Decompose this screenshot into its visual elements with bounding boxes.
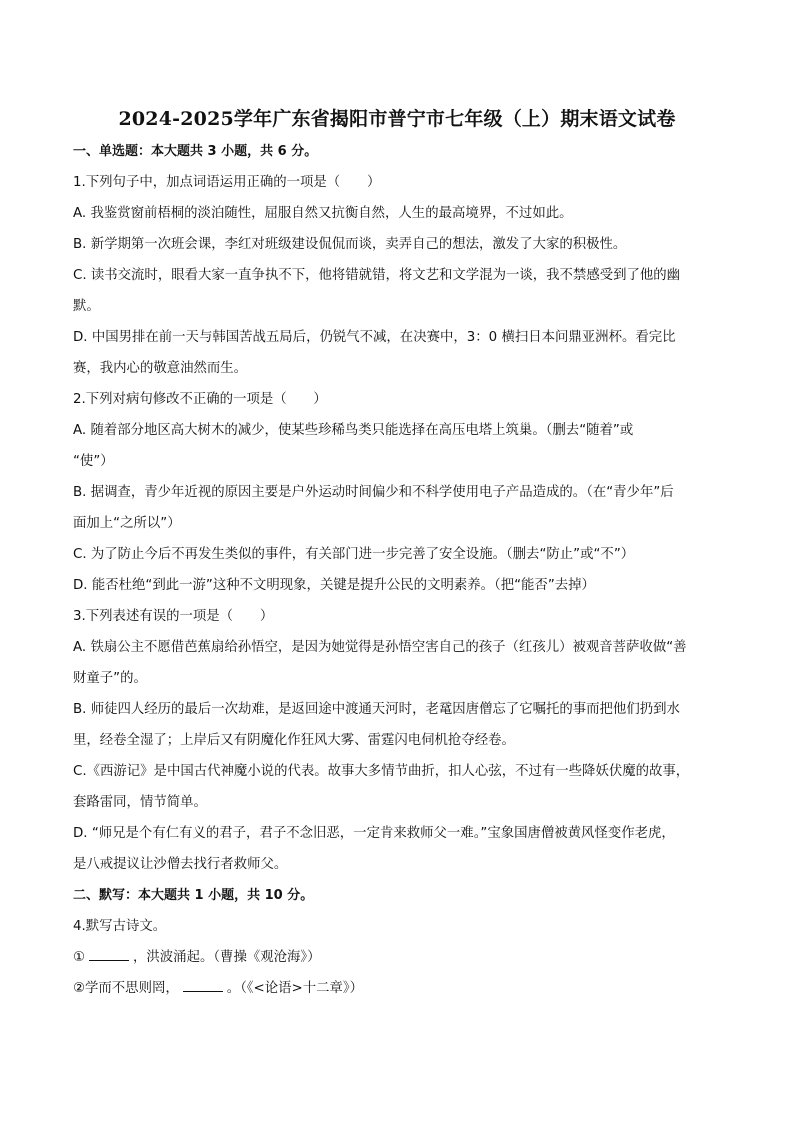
question-2-option-b-cont: 面加上“之所以”） [73, 516, 181, 531]
section-heading-single-choice: 一、单选题：本大题共 3 小题，共 6 分。 [73, 144, 318, 159]
question-3-option-a: A. 铁扇公主不愿借芭蕉扇给孙悟空，是因为她觉得是孙悟空害自己的孩子（红孩儿）被观音菩萨收做“善 [73, 640, 687, 655]
section-heading-dictation: 二、默写：本大题共 1 小题，共 10 分。 [73, 888, 314, 903]
question-3-option-b: B. 师徒四人经历的最后一次劫难，是返回途中渡通天河时，老鼋因唐僧忘了它嘱托的事而把他们扔到水 [73, 702, 680, 717]
item-2-suffix: 。（《<论语>十二章》） [226, 981, 363, 996]
question-2-option-d: D. 能否杜绝“到此一游”这种不文明现象，关键是提升公民的文明素养。（把“能否”去掉） [73, 578, 595, 593]
question-1-option-c: C. 读书交流时，眼看大家一直争执不下，他将错就错，将文艺和文学混为一谈，我不禁感受到了他的幽 [73, 268, 681, 283]
question-4-item-2 [73, 973, 723, 1004]
question-1-option-b: B. 新学期第一次班会课，李红对班级建设侃侃而谈，卖弄自己的想法，激发了大家的积极性。 [73, 237, 627, 252]
question-2-option-a-cont: “使”） [73, 454, 114, 469]
question-3-option-b-cont: 里，经卷全湿了；上岸后又有阴魔化作狂风大雾、雷霆闪电伺机抢夺经卷。 [73, 733, 515, 748]
question-1-option-d-cont: 赛，我内心的敬意油然而生。 [73, 361, 248, 376]
question-4-item-1 [73, 942, 723, 973]
answer-blank-1[interactable] [89, 948, 129, 961]
item-2-prefix: ②学而不思则罔， [73, 981, 179, 996]
question-1-stem: 1.下列句子中，加点词语运用正确的一项是（ ） [73, 175, 381, 190]
page-title: 2024-2025学年广东省揭阳市普宁市七年级（上）期末语文试卷 [118, 108, 676, 130]
question-3-stem: 3.下列表述有误的一项是（ ） [73, 609, 274, 624]
question-3-option-c: C.《西游记》是中国古代神魔小说的代表。故事大多情节曲折，扣人心弦，不过有一些降妖伏魔的故事， [73, 764, 690, 779]
item-1-prefix: ① [73, 950, 86, 965]
question-1-option-d: D. 中国男排在前一天与韩国苦战五局后，仍锐气不减，在决赛中，3：0 横扫日本问鼎亚洲杯。看完比 [73, 330, 676, 345]
question-2-option-c: C. 为了防止今后不再发生类似的事件，有关部门进一步完善了安全设施。（删去“防止”或“不”） [73, 547, 635, 562]
question-2-option-a: A. 随着部分地区高大树木的减少，使某些珍稀鸟类只能选择在高压电塔上筑巢。（删去“随着”或 [73, 423, 634, 438]
question-4-stem: 4.默写古诗文。 [73, 919, 167, 934]
question-2-option-b: B. 据调查，青少年近视的原因主要是户外运动时间偏少和不科学使用电子产品造成的。（在“青少年”后 [73, 485, 674, 500]
question-3-option-d-cont: 是八戒提议让沙僧去找行者救师父。 [73, 857, 288, 872]
question-3-option-a-cont: 财童子”的。 [73, 671, 147, 686]
question-3-option-c-cont: 套路雷同，情节简单。 [73, 795, 207, 810]
question-3-option-d: D. “师兄是个有仁有义的君子，君子不念旧恶，一定肯来救师父一难。”宝象国唐僧被黄风怪变作老虎， [73, 826, 675, 841]
question-2-stem: 2.下列对病句修改不正确的一项是（ ） [73, 392, 327, 407]
item-1-suffix: ，洪波涌起。（曹操《观沧海》） [133, 950, 321, 965]
exam-content [73, 136, 723, 1004]
answer-blank-2[interactable] [183, 979, 223, 992]
question-1-option-a: A. 我鉴赏窗前梧桐的淡泊随性，屈服自然又抗衡自然，人生的最高境界，不过如此。 [73, 206, 573, 221]
question-1-option-c-cont: 默。 [73, 299, 100, 314]
